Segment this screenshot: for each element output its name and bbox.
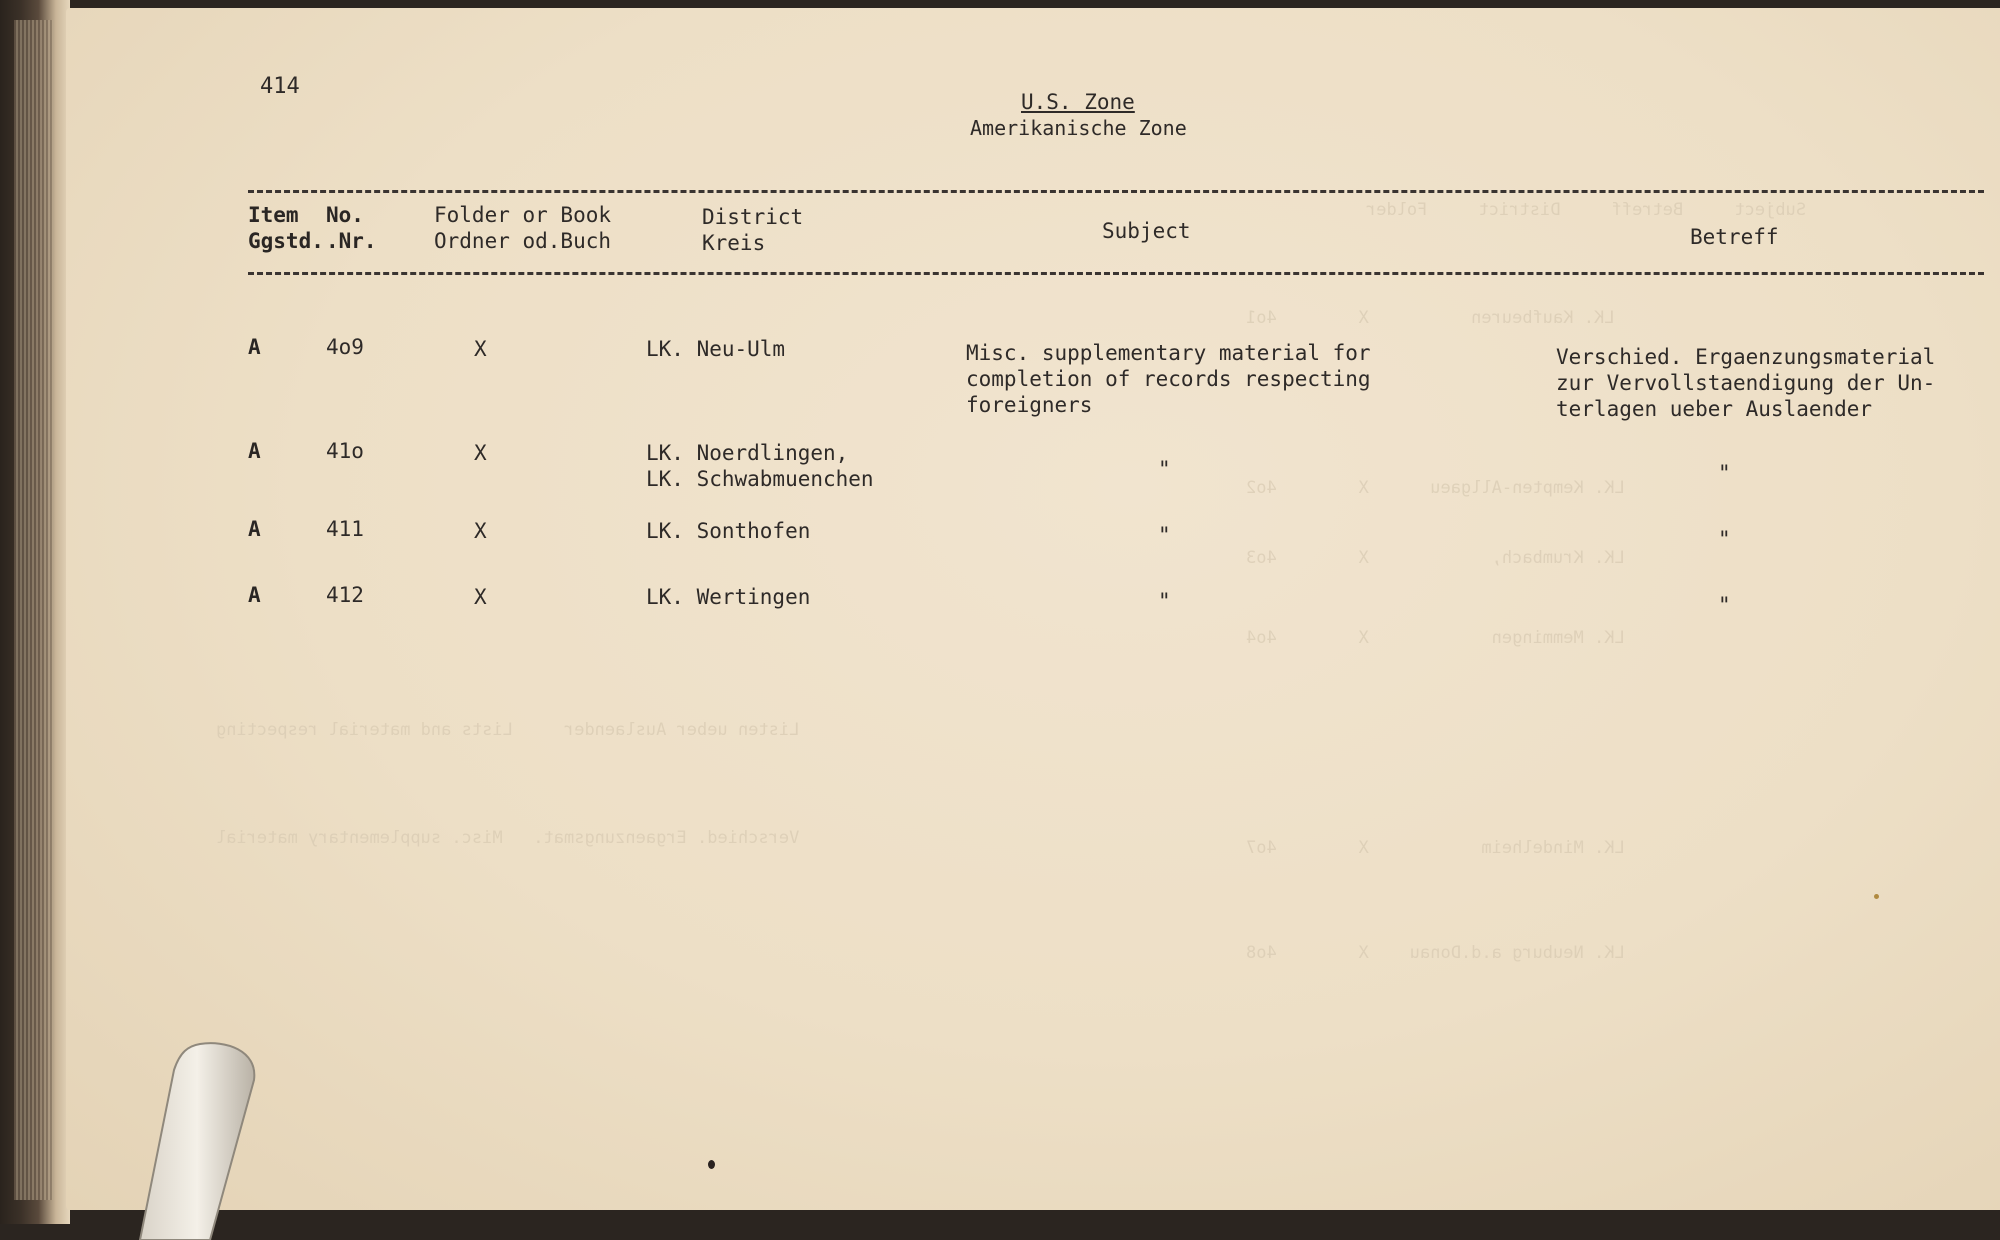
row-betreff: " <box>1718 593 1731 617</box>
bleed-through-text: LK. Kempten-Allgaeu X 4o2 <box>1246 478 1625 498</box>
row-item: A <box>248 439 261 463</box>
bleed-through-text: Verschied. Ergaenzungsmat. Misc. supplementary material <box>216 828 800 848</box>
bleed-through-text: LK. Krumbach, X 4o3 <box>1246 548 1625 568</box>
page-edges <box>14 20 54 1200</box>
row-subject: Misc. supplementary material for completion of records respecting foreigners <box>966 341 1371 417</box>
row-folder: X <box>474 337 487 361</box>
row-betreff: " <box>1718 461 1731 485</box>
page-holder-tool <box>130 1040 260 1240</box>
zone-title: U.S. Zone <box>1021 90 1135 114</box>
row-district: LK. Wertingen <box>646 585 811 609</box>
row-district: LK. Neu-Ulm <box>646 337 786 361</box>
row-subject: " <box>1158 523 1171 547</box>
document-page <box>66 8 2000 1210</box>
page-number: 414 <box>260 74 300 99</box>
header-rule-top <box>248 190 1984 193</box>
row-betreff: " <box>1718 527 1731 551</box>
row-folder: X <box>474 441 487 465</box>
column-header-district: District Kreis <box>702 205 804 255</box>
row-subject: " <box>1158 589 1171 613</box>
row-item: A <box>248 517 261 541</box>
bleed-through-text: LK. Memmingen X 4o4 <box>1246 628 1625 648</box>
bleed-through-text: LK. Kaufbeuren X 4o1 <box>1246 308 1615 328</box>
bleed-through-text: Subject Betreff District Folder <box>1366 200 1807 220</box>
row-subject: " <box>1158 457 1171 481</box>
row-item: A <box>248 335 261 359</box>
row-item: A <box>248 583 261 607</box>
row-district: LK. Sonthofen <box>646 519 811 543</box>
column-header-subject: Subject <box>1102 219 1191 243</box>
ink-spot <box>1874 894 1879 899</box>
row-no: 4o9 <box>326 335 364 359</box>
row-no: 41o <box>326 439 364 463</box>
row-no: 412 <box>326 583 364 607</box>
zone-subtitle: Amerikanische Zone <box>970 116 1187 140</box>
row-betreff: Verschied. Ergaenzungsmaterial zur Vervollstaendigung der Un- terlagen ueber Auslaender <box>1556 345 1936 421</box>
row-no: 411 <box>326 517 364 541</box>
bleed-through-text: LK. Neuburg a.d.Donau X 4o8 <box>1246 943 1625 963</box>
bleed-through-text: Listen ueber Auslaender Lists and material respecting <box>216 720 800 740</box>
header-rule-bottom <box>248 272 1984 275</box>
bleed-through-text: LK. Mindelheim X 4o7 <box>1246 838 1625 858</box>
ink-spot <box>708 1160 715 1169</box>
column-header-betreff: Betreff <box>1690 225 1779 249</box>
column-header-item: Item Ggstd. <box>248 203 324 253</box>
row-district: LK. Noerdlingen, LK. Schwabmuenchen <box>646 441 874 491</box>
row-folder: X <box>474 519 487 543</box>
column-header-folder: Folder or Book Ordner od.Buch <box>434 203 612 253</box>
row-folder: X <box>474 585 487 609</box>
column-header-no: No. .Nr. <box>326 203 377 253</box>
